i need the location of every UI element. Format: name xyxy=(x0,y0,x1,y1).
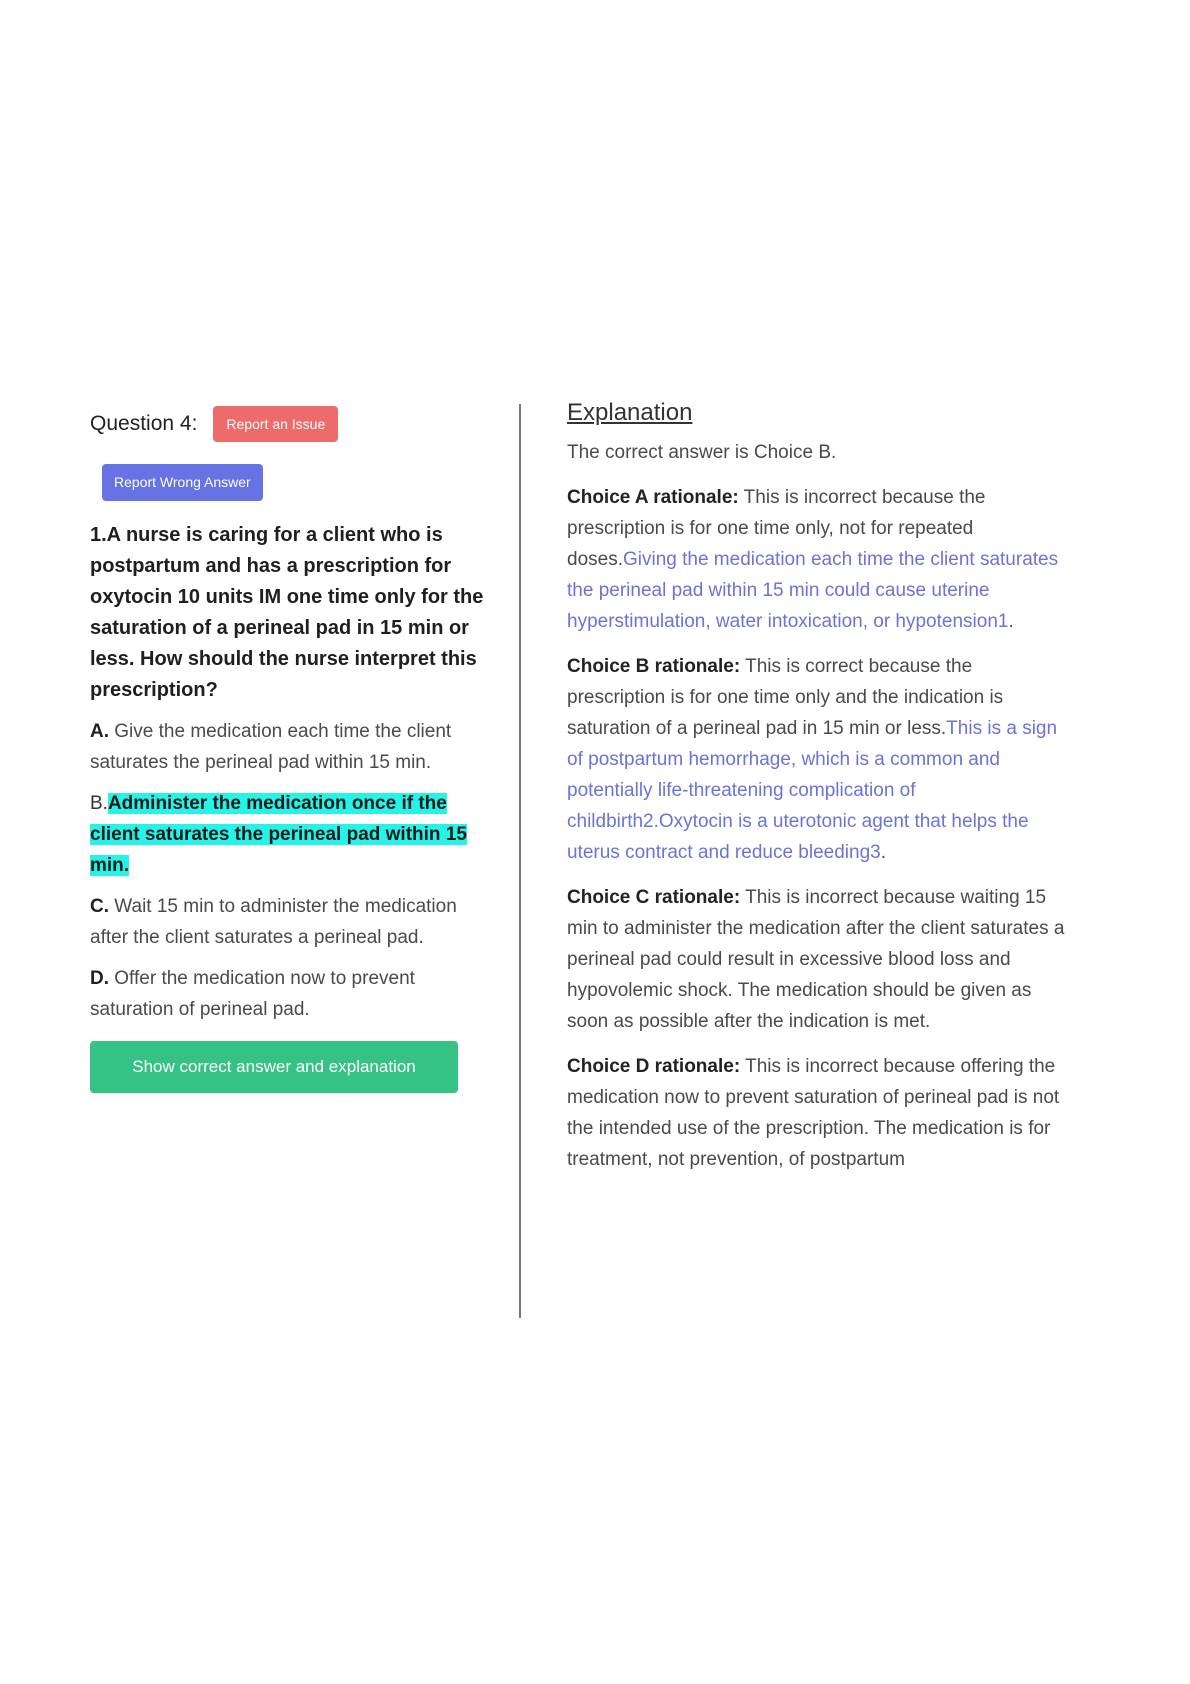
option-text: Offer the medication now to prevent saturation of perineal pad. xyxy=(90,968,415,1020)
column-divider xyxy=(519,404,521,1318)
rationale-text: This is incorrect because the prescription is for one time only, not for repeated doses. xyxy=(567,487,986,570)
question-stem: 1.A nurse is caring for a client who is postpartum and has a prescription for oxytocin 10 units IM one time only for the saturation of a perineal pad in 15 min or less. How should the nurse interpret this prescription? xyxy=(90,524,484,701)
rationale-label: Choice C rationale: xyxy=(567,887,741,908)
question-panel xyxy=(90,405,495,1093)
report-wrong-answer-button[interactable]: Report Wrong Answer xyxy=(102,464,263,501)
rationale-choice-b xyxy=(567,651,1072,868)
correct-answer-text: The correct answer is Choice B. xyxy=(567,442,837,463)
rationale-label: Choice A rationale: xyxy=(567,487,739,508)
option-letter: C. xyxy=(90,896,109,917)
option-d[interactable] xyxy=(90,963,495,1025)
rationale-text: This is incorrect because offering the medication now to prevent saturation of perineal pad is not the intended use of the prescription. The medication is for treatment, not prevention, of postpartum xyxy=(567,1056,1060,1170)
explanation-panel xyxy=(567,395,1072,1318)
report-issue-button[interactable]: Report an Issue xyxy=(213,406,338,442)
rationale-choice-a xyxy=(567,482,1072,637)
rationale-reference-text: This is a sign of postpartum hemorrhage, which is a common and potentially life-threatening complication of childbirth2.Oxytocin is a uterotonic agent that helps the uterus contract and reduce bleeding3 xyxy=(567,718,1058,863)
option-text: Wait 15 min to administer the medication after the client saturates a perineal pad. xyxy=(90,896,457,948)
option-text-highlighted: Administer the medication once if the client saturates the perineal pad within 15 min. xyxy=(90,793,467,876)
rationale-text: This is correct because the prescription is for one time only and the indication is saturation of a perineal pad in 15 min or less. xyxy=(567,656,1004,739)
rationale-text: This is incorrect because waiting 15 min to administer the medication after the client saturates a perineal pad could result in excessive blood loss and hypovolemic shock. The medication should be given as soon as possible after the indication is met. xyxy=(567,887,1065,1032)
option-letter: D. xyxy=(90,968,109,989)
option-b[interactable] xyxy=(90,788,495,881)
rationale-label: Choice D rationale: xyxy=(567,1056,741,1077)
option-c[interactable] xyxy=(90,891,495,953)
rationale-tail: . xyxy=(880,842,886,863)
rationale-label: Choice B rationale: xyxy=(567,656,741,677)
rationale-choice-d xyxy=(567,1051,1072,1175)
option-letter: A. xyxy=(90,721,109,742)
option-text: Give the medication each time the client saturates the perineal pad within 15 min. xyxy=(90,721,452,773)
option-letter: B. xyxy=(90,793,108,814)
show-answer-button[interactable]: Show correct answer and explanation xyxy=(90,1041,458,1093)
question-header xyxy=(90,405,495,443)
explanation-title: Explanation xyxy=(567,399,693,426)
rationale-reference-text: Giving the medication each time the client saturates the perineal pad within 15 min could cause uterine hyperstimulation, water intoxication, or hypotension1 xyxy=(567,549,1059,632)
rationale-tail: . xyxy=(1008,611,1014,632)
question-title: Question 4: xyxy=(90,412,198,435)
rationale-choice-c xyxy=(567,882,1072,1037)
option-a[interactable] xyxy=(90,716,495,778)
